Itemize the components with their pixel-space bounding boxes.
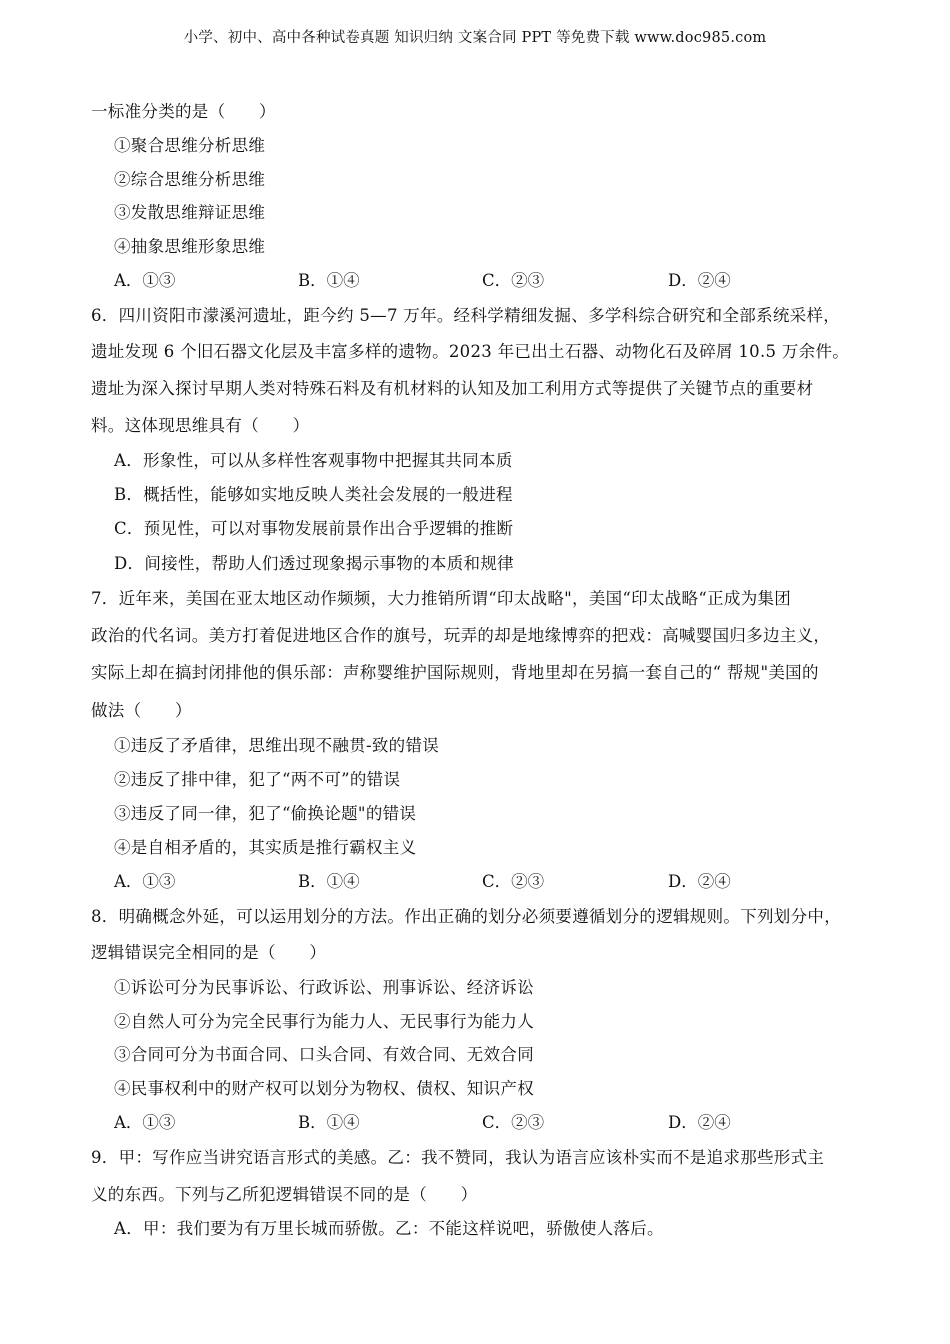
q6-option-c[interactable]: C．预见性，可以对事物发展前景作出合乎逻辑的推断 bbox=[114, 519, 514, 538]
q8-item-2: ②自然人可分为完全民事行为能力人、无民事行为能力人 bbox=[114, 1012, 534, 1031]
q7-option-a[interactable]: A．①③ bbox=[114, 872, 176, 891]
q6-option-d[interactable]: D．间接性，帮助人们透过现象揭示事物的本质和规律 bbox=[114, 554, 514, 573]
q7-option-d[interactable]: D．②④ bbox=[668, 872, 731, 891]
q8-option-a[interactable]: A．①③ bbox=[114, 1113, 176, 1132]
q6-line-2: 遗址发现 6 个旧石器文化层及丰富多样的遗物。2023 年已出土石器、动物化石及碎屑 10.5 万余件。 bbox=[91, 342, 850, 361]
q7-item-3: ③违反了同一律，犯了“偷换论题"的错误 bbox=[114, 804, 417, 823]
q8-item-1: ①诉讼可分为民事诉讼、行政诉讼、刑事诉讼、经济诉讼 bbox=[114, 978, 534, 997]
q6-option-a[interactable]: A．形象性，可以从多样性客观事物中把握其共同本质 bbox=[114, 451, 513, 470]
q5-item-2: ②综合思维分析思维 bbox=[114, 170, 266, 189]
q5-item-1: ①聚合思维分析思维 bbox=[114, 136, 266, 155]
q8-item-4: ④民事权利中的财产权可以划分为物权、债权、知识产权 bbox=[114, 1079, 534, 1098]
q8-line-1: 8．明确概念外延，可以运用划分的方法。作出正确的划分必须要遵循划分的逻辑规则。下列划分中， bbox=[91, 907, 841, 926]
q6-line-4: 料。这体现思维具有（ ） bbox=[91, 416, 310, 435]
q7-line-3: 实际上却在搞封闭排他的俱乐部：声称婴维护国际规则，背地里却在另搞一套自己的“ 帮规"美国的 bbox=[91, 663, 819, 682]
q7-option-b[interactable]: B．①④ bbox=[298, 872, 360, 891]
q5-item-3: ③发散思维辩证思维 bbox=[114, 203, 266, 222]
q5-option-c[interactable]: C．②③ bbox=[482, 271, 545, 290]
q8-option-d[interactable]: D．②④ bbox=[668, 1113, 731, 1132]
q7-line-4: 做法（ ） bbox=[91, 701, 192, 720]
q5-option-a[interactable]: A．①③ bbox=[114, 271, 176, 290]
q7-item-4: ④是自相矛盾的，其实质是推行霸权主义 bbox=[114, 838, 417, 857]
page-header: 小学、初中、高中各种试卷真题 知识归纳 文案合同 PPT 等免费下载 www.doc985.com bbox=[183, 30, 767, 46]
q5-stem: 一标准分类的是（ ） bbox=[91, 102, 276, 121]
q8-line-2: 逻辑错误完全相同的是（ ） bbox=[91, 943, 327, 962]
q9-line-2: 义的东西。下列与乙所犯逻辑错误不同的是（ ） bbox=[91, 1185, 478, 1204]
q7-line-2: 政治的代名词。美方打着促进地区合作的旗号，玩弄的却是地缘博弈的把戏：高喊婴国归多边主义， bbox=[91, 626, 831, 645]
q7-line-1: 7．近年来，美国在亚太地区动作频频，大力推销所谓“印太战略"，美国“印太战略“正成为集团 bbox=[91, 589, 792, 608]
q5-option-d[interactable]: D．②④ bbox=[668, 271, 731, 290]
q7-item-2: ②违反了排中律，犯了“两不可”的错误 bbox=[114, 770, 401, 789]
q5-option-b[interactable]: B．①④ bbox=[298, 271, 360, 290]
q9-line-1: 9．甲：写作应当讲究语言形式的美感。乙：我不赞同，我认为语言应该朴实而不是追求那些形式主 bbox=[91, 1148, 825, 1167]
q7-item-1: ①违反了矛盾律，思维出现不融贯-致的错误 bbox=[114, 736, 440, 755]
q8-item-3: ③合同可分为书面合同、口头合同、有效合同、无效合同 bbox=[114, 1045, 534, 1064]
q8-option-b[interactable]: B．①④ bbox=[298, 1113, 360, 1132]
q9-option-a[interactable]: A．甲：我们要为有万里长城而骄傲。乙：不能这样说吧，骄傲使人落后。 bbox=[114, 1219, 664, 1238]
q8-option-c[interactable]: C．②③ bbox=[482, 1113, 545, 1132]
q6-line-1: 6．四川资阳市濛溪河遗址，距今约 5—7 万年。经科学精细发掘、多学科综合研究和全部系统采样， bbox=[91, 306, 841, 325]
q6-line-3: 遗址为深入探讨早期人类对特殊石料及有机材料的认知及加工利用方式等提供了关键节点的重要材 bbox=[91, 379, 814, 398]
q6-option-b[interactable]: B．概括性，能够如实地反映人类社会发展的一般进程 bbox=[114, 485, 513, 504]
q5-item-4: ④抽象思维形象思维 bbox=[114, 237, 266, 256]
q7-option-c[interactable]: C．②③ bbox=[482, 872, 545, 891]
